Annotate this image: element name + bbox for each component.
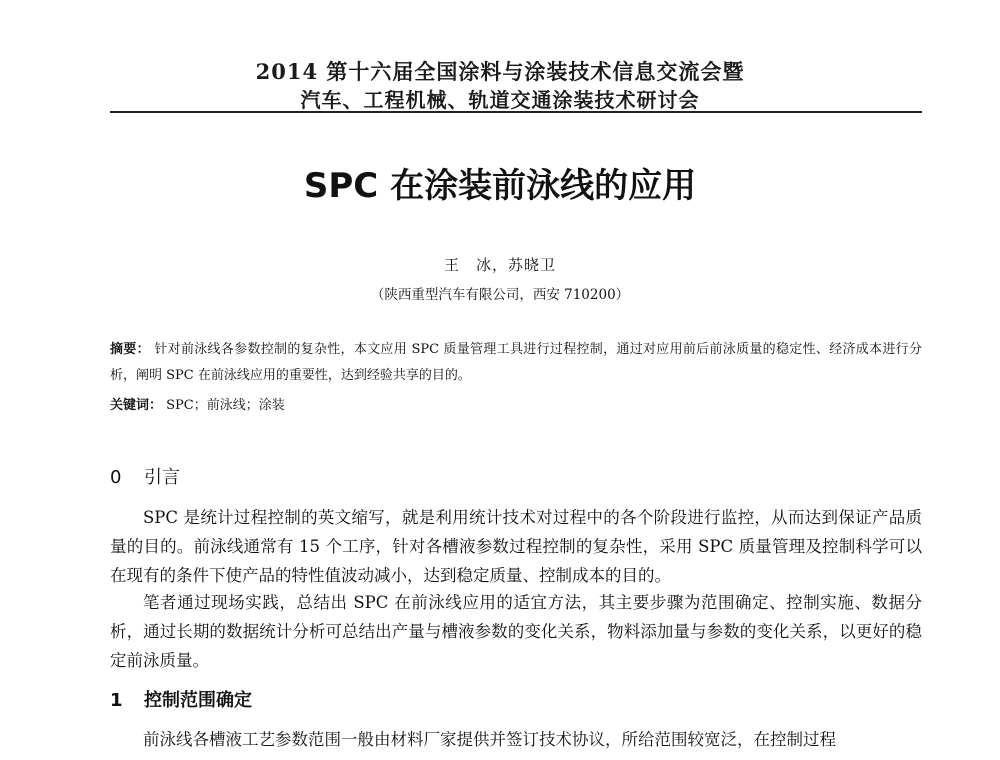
- keywords-label: 关键词：: [110, 398, 163, 413]
- conference-title-line1: 2014 第十六届全国涂料与涂装技术信息交流会暨: [255, 59, 745, 84]
- abstract-text: 针对前泳线各参数控制的复杂性，本文应用 SPC 质量管理工具进行过程控制，通过对应用前后前泳质量的稳定性、经济成本进行分析，阐明 SPC 在前泳线应用的重要性，达到经验共享的目的。: [110, 342, 922, 383]
- paper-authors: 王 冰，苏晓卫: [443, 256, 556, 274]
- keywords-text: SPC；前泳线；涂装: [166, 398, 285, 413]
- paragraph: SPC 是统计过程控制的英文缩写，就是利用统计技术对过程中的各个阶段进行监控，从而达到保证产品质量的目的。前泳线通常有 15 个工序，针对各槽液参数过程控制的复杂性，采用 SPC 质量管理及控制科学可以在现有的条件下使产品的特性值波动减小，达到稳定质量、控制成本的目的。: [110, 508, 922, 585]
- section-heading-introduction: [110, 463, 180, 489]
- section-title: 控制范围确定: [144, 690, 252, 711]
- section-number: 0: [110, 467, 122, 488]
- paper-affiliation: （陕西重型汽车有限公司，西安 710200）: [370, 287, 630, 303]
- paper-title: SPC 在涂装前泳线的应用: [303, 166, 697, 206]
- header-rule: [110, 111, 922, 113]
- section-number: 1: [110, 690, 123, 711]
- section-title: 引言: [144, 467, 180, 488]
- paragraph: 笔者通过现场实践，总结出 SPC 在前泳线应用的适宜方法，其主要步骤为范围确定、控制实施、数据分析，通过长期的数据统计分析可总结出产量与槽液参数的变化关系，物料添加量与参数的变化关系，以更好的稳定前泳质量。: [110, 593, 922, 670]
- keywords: [110, 394, 922, 413]
- section-heading-control-range: [110, 686, 252, 712]
- abstract-label: 摘要：: [110, 342, 150, 357]
- paragraph: 前泳线各槽液工艺参数范围一般由材料厂家提供并签订技术协议，所给范围较宽泛，在控制过程: [143, 730, 836, 749]
- conference-title-line2: 汽车、工程机械、轨道交通涂装技术研讨会: [300, 88, 700, 112]
- abstract: [110, 337, 922, 389]
